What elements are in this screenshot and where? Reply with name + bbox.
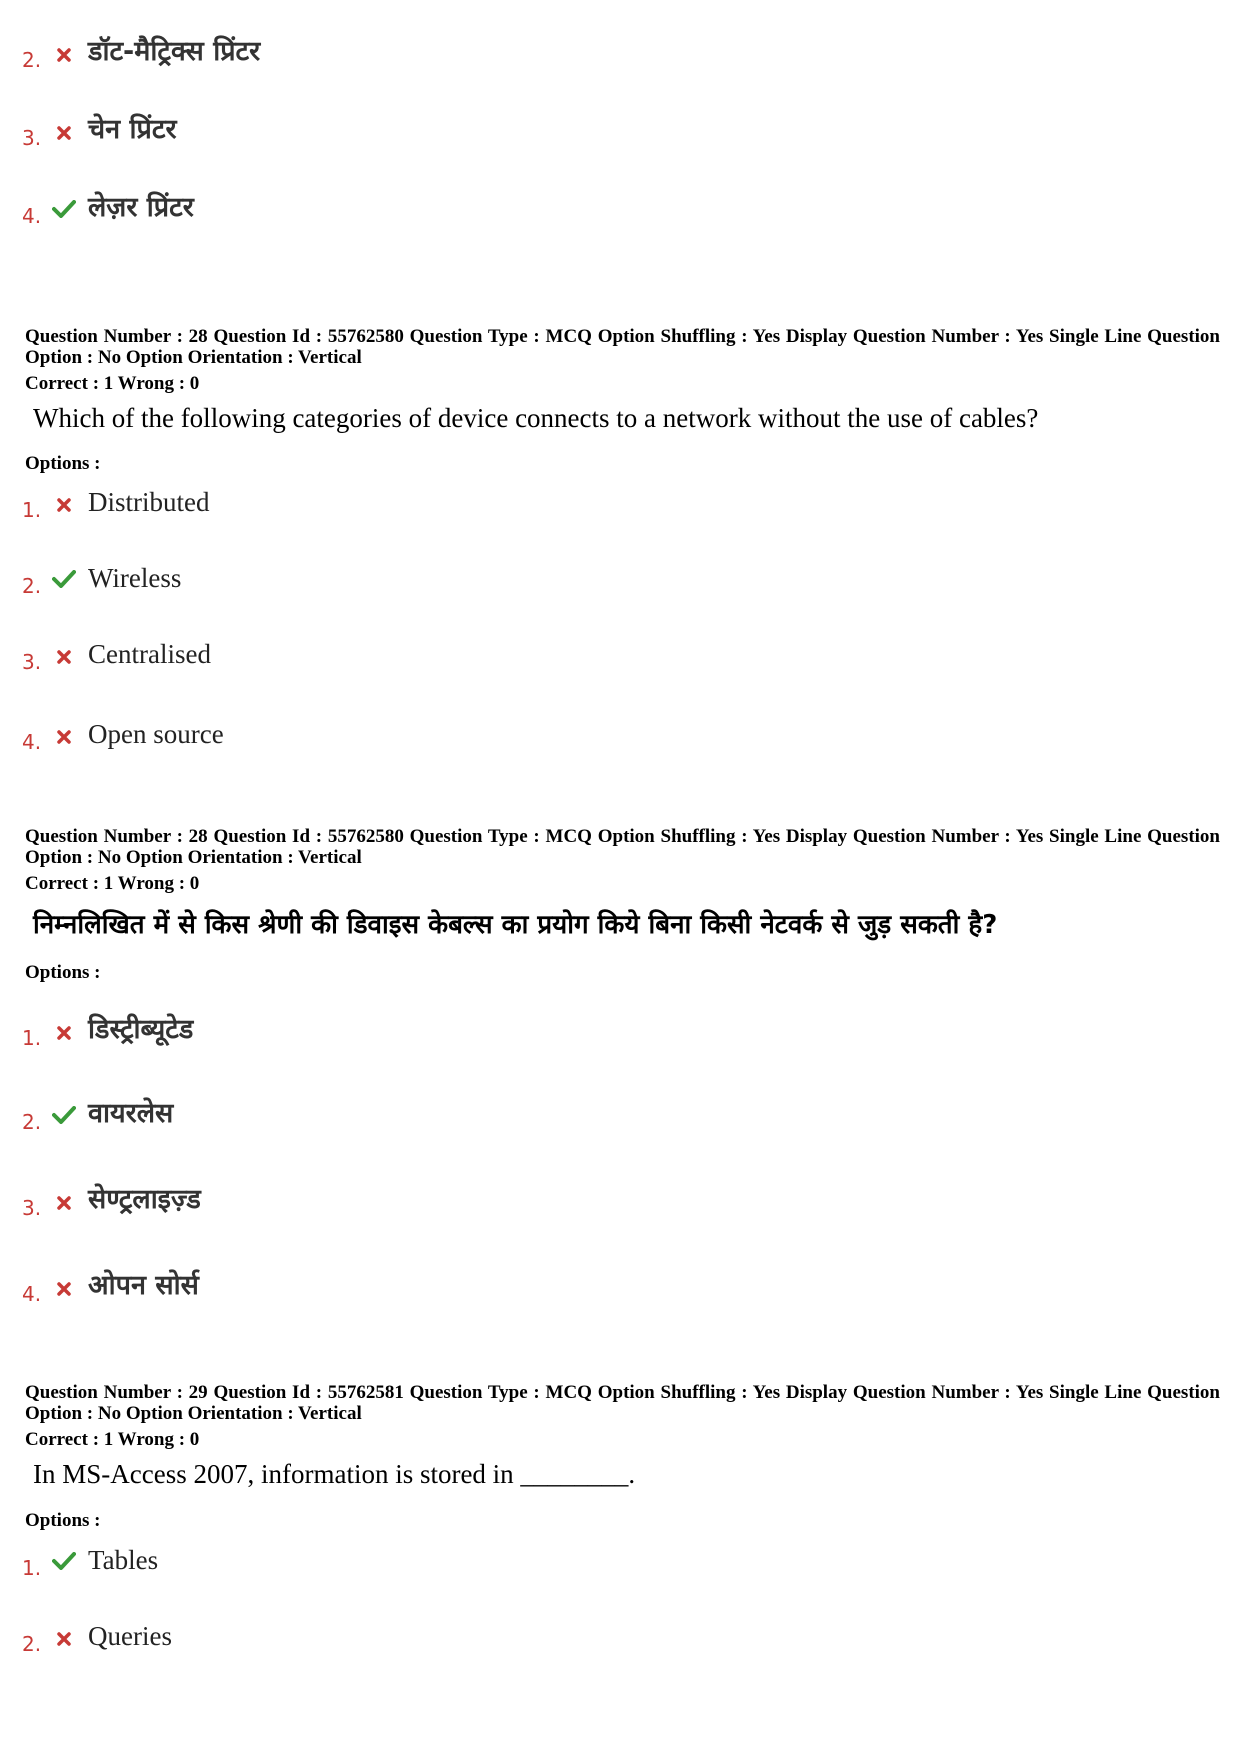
option-text: चेन प्रिंटर — [88, 114, 177, 145]
question-meta: Question Number : 28 Question Id : 55762580 Question Type : MCQ Option Shuffling : Yes Display Question Number : Yes Single Line Question Option : No Option Orientation : Vertical — [25, 826, 1220, 868]
option-number: 3. — [22, 1196, 42, 1220]
option-row — [22, 1262, 199, 1306]
option-number: 4. — [22, 730, 42, 754]
check-icon — [50, 200, 78, 218]
option-text: सेण्ट्रलाइज़्ड — [88, 1184, 201, 1215]
option-text: डिस्ट्रीब्यूटेड — [88, 1014, 194, 1045]
options-label: Options : — [25, 1510, 101, 1531]
option-row — [22, 1090, 174, 1134]
cross-icon — [50, 650, 78, 664]
cross-icon — [50, 1632, 78, 1646]
option-number: 3. — [22, 650, 42, 674]
option-text: Queries — [88, 1621, 172, 1651]
question-meta: Question Number : 28 Question Id : 55762580 Question Type : MCQ Option Shuffling : Yes Display Question Number : Yes Single Line Question Option : No Option Orientation : Vertical — [25, 326, 1220, 368]
option-row — [22, 106, 177, 150]
option-number: 3. — [22, 126, 42, 150]
option-text: लेज़र प्रिंटर — [88, 192, 194, 223]
check-icon — [50, 570, 78, 588]
option-number: 2. — [22, 48, 42, 72]
question-meta: Question Number : 29 Question Id : 55762581 Question Type : MCQ Option Shuffling : Yes Display Question Number : Yes Single Line Question Option : No Option Orientation : Vertical — [25, 1382, 1220, 1424]
question-text: Which of the following categories of device connects to a network without the use of cables? — [33, 403, 1039, 433]
option-number: 1. — [22, 1026, 42, 1050]
option-text: वायरलेस — [88, 1098, 174, 1129]
question-score: Correct : 1 Wrong : 0 — [25, 1429, 200, 1450]
options-label: Options : — [25, 962, 101, 983]
question-score: Correct : 1 Wrong : 0 — [25, 373, 200, 394]
option-text: डॉट-मैट्रिक्स प्रिंटर — [88, 36, 261, 67]
option-text: Open source — [88, 719, 224, 749]
option-row — [22, 554, 182, 598]
option-text: Wireless — [88, 563, 182, 593]
option-row — [22, 1176, 201, 1220]
option-text: Distributed — [88, 487, 210, 517]
cross-icon — [50, 1196, 78, 1210]
option-row — [22, 1536, 159, 1580]
option-row — [22, 710, 224, 754]
option-row — [22, 1612, 172, 1656]
option-row — [22, 630, 211, 674]
option-row — [22, 1006, 194, 1050]
option-number: 4. — [22, 204, 42, 228]
cross-icon — [50, 498, 78, 512]
check-icon — [50, 1106, 78, 1124]
option-text: ओपन सोर्स — [88, 1270, 199, 1301]
option-number: 1. — [22, 498, 42, 522]
cross-icon — [50, 1282, 78, 1296]
question-score: Correct : 1 Wrong : 0 — [25, 873, 200, 894]
option-text: Tables — [88, 1545, 159, 1575]
option-number: 2. — [22, 1110, 42, 1134]
option-number: 2. — [22, 1632, 42, 1656]
options-label: Options : — [25, 453, 101, 474]
cross-icon — [50, 126, 78, 140]
cross-icon — [50, 48, 78, 62]
option-number: 4. — [22, 1282, 42, 1306]
question-text: निम्नलिखित में से किस श्रेणी की डिवाइस केबल्स का प्रयोग किये बिना किसी नेटवर्क से जुड़ सकती है? — [33, 910, 998, 940]
option-row — [22, 28, 261, 72]
option-row — [22, 478, 210, 522]
option-row — [22, 184, 194, 228]
option-number: 2. — [22, 574, 42, 598]
check-icon — [50, 1552, 78, 1570]
option-text: Centralised — [88, 639, 211, 669]
question-text: In MS-Access 2007, information is stored in ________. — [33, 1459, 636, 1489]
cross-icon — [50, 1026, 78, 1040]
cross-icon — [50, 730, 78, 744]
option-number: 1. — [22, 1556, 42, 1580]
